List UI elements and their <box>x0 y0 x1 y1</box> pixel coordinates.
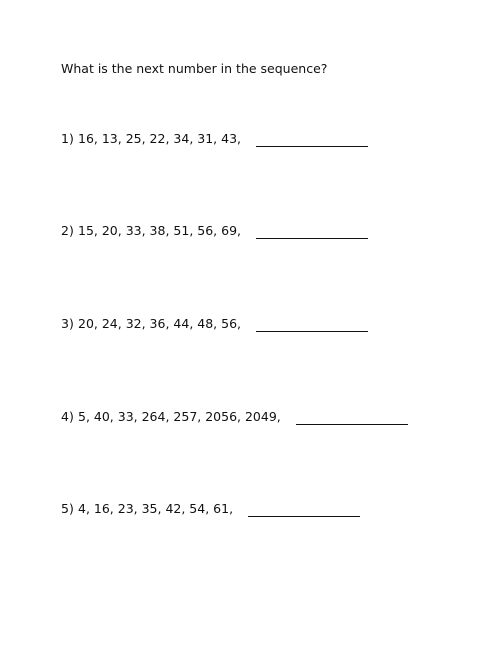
question-number: 4) <box>61 409 74 424</box>
question-number: 1) <box>61 131 74 146</box>
answer-blank[interactable] <box>256 145 368 147</box>
number-sequence: 4, 16, 23, 35, 42, 54, 61, <box>78 501 234 516</box>
number-sequence: 15, 20, 33, 38, 51, 56, 69, <box>78 223 241 238</box>
answer-blank[interactable] <box>256 237 368 239</box>
number-sequence: 16, 13, 25, 22, 34, 31, 43, <box>78 131 241 146</box>
sequence-question <box>61 409 408 425</box>
answer-blank[interactable] <box>248 515 360 517</box>
answer-blank[interactable] <box>296 423 408 425</box>
sequence-question <box>61 501 360 517</box>
number-sequence: 20, 24, 32, 36, 44, 48, 56, <box>78 316 241 331</box>
question-number: 5) <box>61 501 74 516</box>
sequence-question <box>61 316 368 332</box>
sequence-question <box>61 131 368 147</box>
sequence-question <box>61 223 368 239</box>
answer-blank[interactable] <box>256 330 368 332</box>
worksheet-instruction: What is the next number in the sequence? <box>61 61 328 76</box>
question-number: 3) <box>61 316 74 331</box>
number-sequence: 5, 40, 33, 264, 257, 2056, 2049, <box>78 409 281 424</box>
question-number: 2) <box>61 223 74 238</box>
